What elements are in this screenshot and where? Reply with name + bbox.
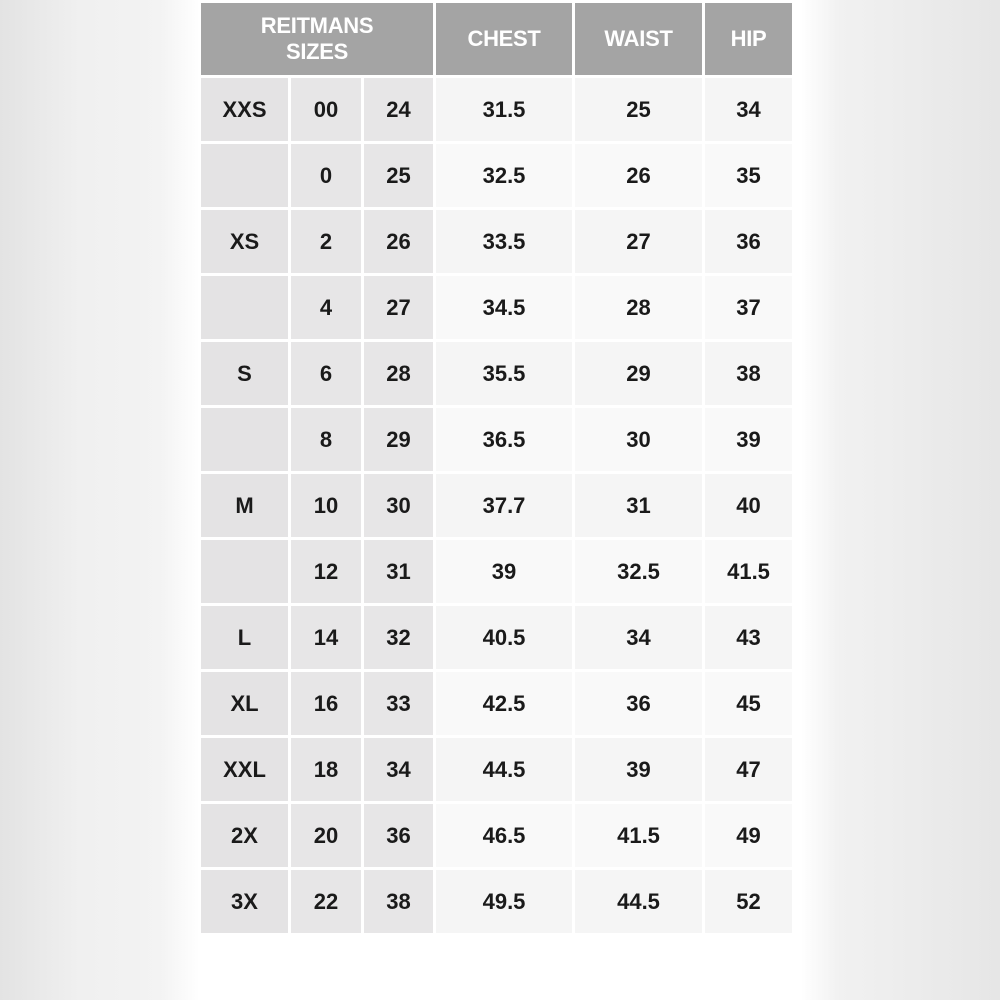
cell-hip: 38 [704,341,794,407]
table-row [200,539,794,605]
cell-waist: 29 [574,341,704,407]
cell-waist: 34 [574,605,704,671]
cell-alt-size: 28 [363,341,435,407]
cell-alt-size: 30 [363,473,435,539]
cell-alt-size: 31 [363,539,435,605]
table-row [200,143,794,209]
cell-hip: 40 [704,473,794,539]
cell-alt-size: 29 [363,407,435,473]
cell-waist: 44.5 [574,869,704,935]
cell-numeric-size: 18 [290,737,363,803]
cell-alt-size: 25 [363,143,435,209]
cell-letter-size: XL [200,671,290,737]
cell-chest: 49.5 [435,869,574,935]
cell-alt-size: 24 [363,77,435,143]
cell-chest: 40.5 [435,605,574,671]
header-hip: HIP [704,2,794,77]
cell-chest: 32.5 [435,143,574,209]
header-waist: WAIST [574,2,704,77]
table-row [200,407,794,473]
cell-letter-size: XS [200,209,290,275]
cell-numeric-size: 8 [290,407,363,473]
cell-chest: 46.5 [435,803,574,869]
cell-waist: 32.5 [574,539,704,605]
table-body [200,77,794,935]
header-sizes [200,2,435,77]
cell-numeric-size: 22 [290,869,363,935]
table-row [200,737,794,803]
cell-waist: 41.5 [574,803,704,869]
cell-numeric-size: 4 [290,275,363,341]
table-row [200,77,794,143]
cell-hip: 49 [704,803,794,869]
cell-alt-size: 26 [363,209,435,275]
cell-chest: 35.5 [435,341,574,407]
cell-numeric-size: 12 [290,539,363,605]
cell-numeric-size: 6 [290,341,363,407]
table-row [200,869,794,935]
cell-letter-size: 3X [200,869,290,935]
table-row [200,275,794,341]
cell-chest: 31.5 [435,77,574,143]
cell-hip: 45 [704,671,794,737]
cell-letter-size [200,407,290,473]
cell-waist: 27 [574,209,704,275]
cell-numeric-size: 2 [290,209,363,275]
cell-waist: 26 [574,143,704,209]
cell-hip: 34 [704,77,794,143]
cell-letter-size [200,143,290,209]
cell-letter-size: M [200,473,290,539]
cell-waist: 31 [574,473,704,539]
cell-waist: 30 [574,407,704,473]
cell-hip: 39 [704,407,794,473]
cell-waist: 28 [574,275,704,341]
cell-chest: 39 [435,539,574,605]
table-row [200,209,794,275]
cell-letter-size: XXL [200,737,290,803]
cell-numeric-size: 10 [290,473,363,539]
cell-hip: 41.5 [704,539,794,605]
cell-letter-size: S [200,341,290,407]
cell-hip: 52 [704,869,794,935]
header-chest: CHEST [435,2,574,77]
cell-letter-size [200,539,290,605]
table-row [200,803,794,869]
cell-alt-size: 36 [363,803,435,869]
size-chart-table [198,0,795,936]
cell-alt-size: 32 [363,605,435,671]
cell-numeric-size: 0 [290,143,363,209]
cell-numeric-size: 00 [290,77,363,143]
header-sizes-label: REITMANS SIZES [260,13,374,64]
table-row [200,671,794,737]
cell-alt-size: 27 [363,275,435,341]
size-chart-sheet [198,0,802,1000]
cell-hip: 35 [704,143,794,209]
cell-letter-size [200,275,290,341]
table-header [200,2,794,77]
cell-hip: 36 [704,209,794,275]
cell-hip: 47 [704,737,794,803]
table-row [200,605,794,671]
cell-alt-size: 33 [363,671,435,737]
cell-hip: 43 [704,605,794,671]
cell-letter-size: 2X [200,803,290,869]
cell-waist: 39 [574,737,704,803]
header-row [200,2,794,77]
cell-chest: 44.5 [435,737,574,803]
cell-numeric-size: 16 [290,671,363,737]
cell-waist: 25 [574,77,704,143]
cell-chest: 33.5 [435,209,574,275]
table-row [200,473,794,539]
cell-chest: 34.5 [435,275,574,341]
cell-letter-size: L [200,605,290,671]
cell-hip: 37 [704,275,794,341]
table-row [200,341,794,407]
cell-letter-size: XXS [200,77,290,143]
cell-alt-size: 38 [363,869,435,935]
cell-numeric-size: 20 [290,803,363,869]
cell-chest: 42.5 [435,671,574,737]
cell-chest: 36.5 [435,407,574,473]
cell-numeric-size: 14 [290,605,363,671]
cell-chest: 37.7 [435,473,574,539]
cell-waist: 36 [574,671,704,737]
cell-alt-size: 34 [363,737,435,803]
